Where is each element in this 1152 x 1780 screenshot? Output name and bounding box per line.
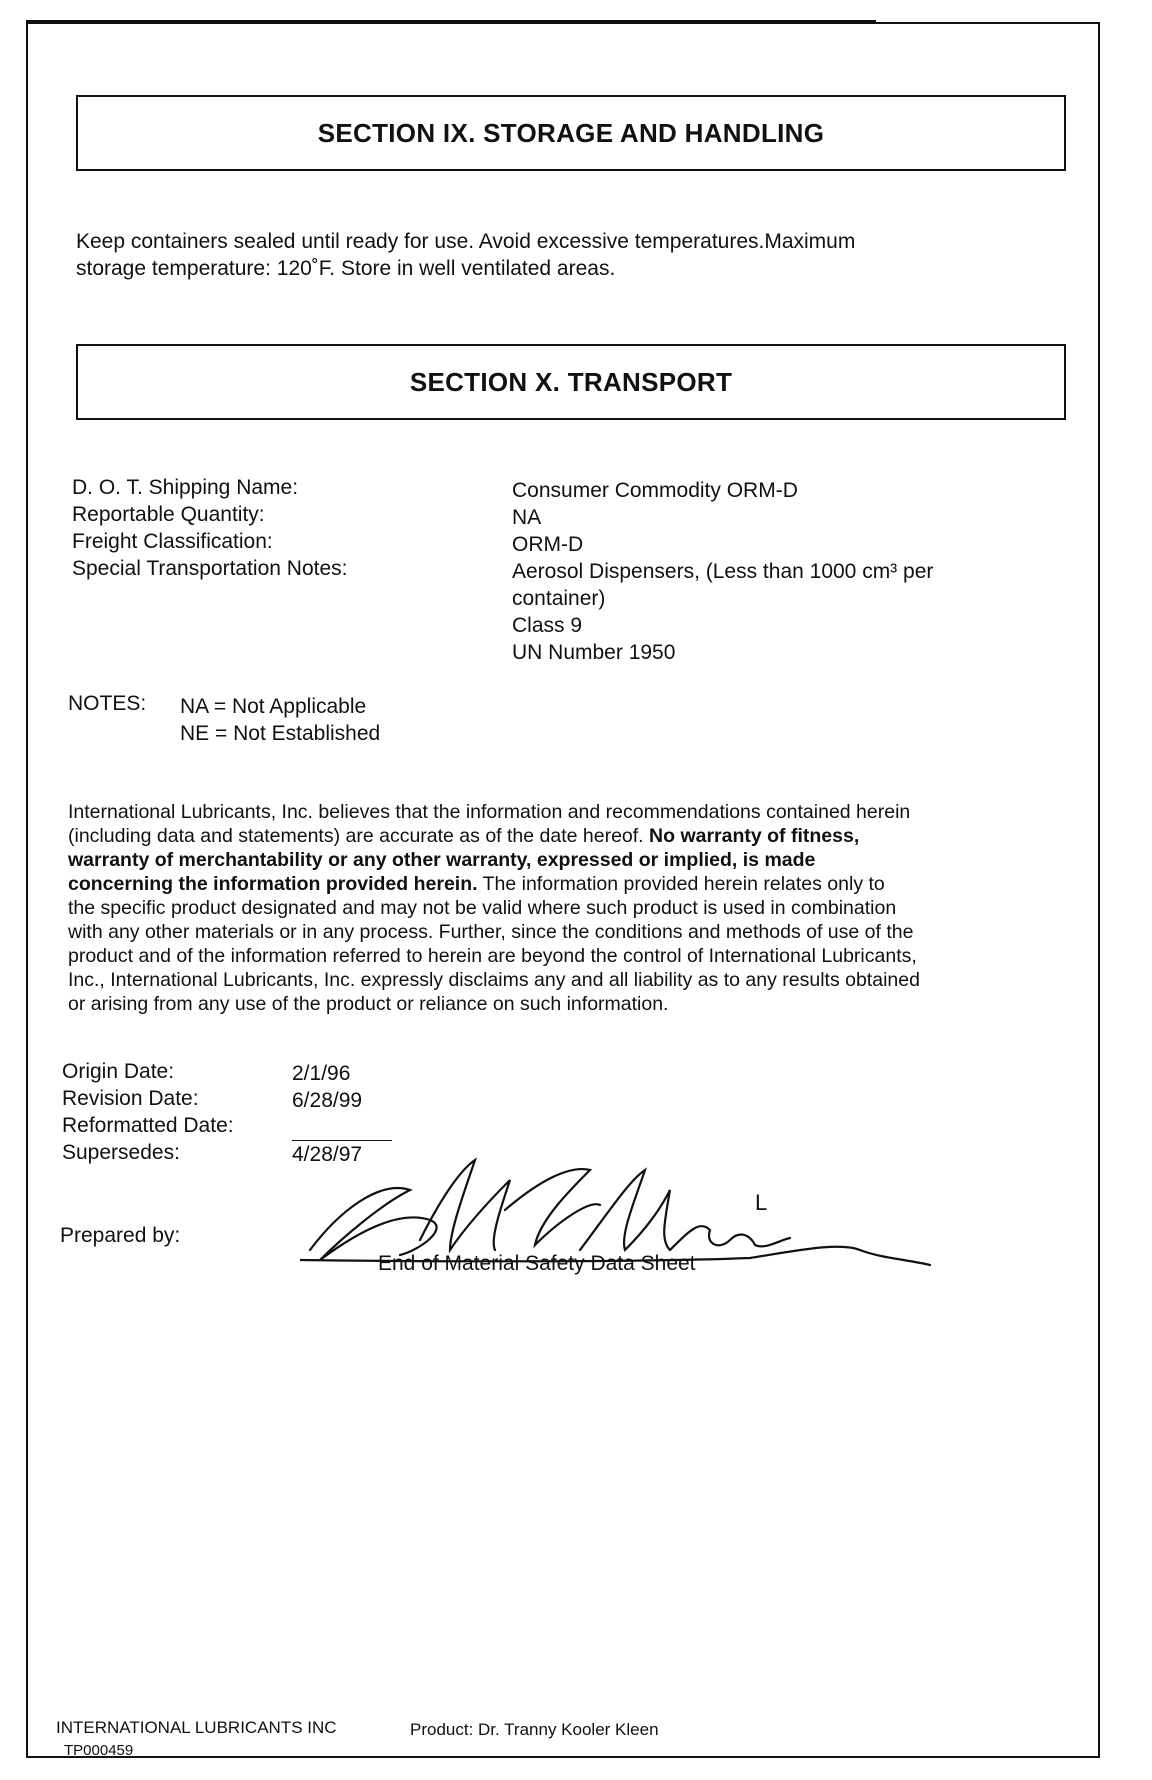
- disclaimer-line-2b: No warranty of fitness,: [643, 825, 860, 847]
- label-special-transport-notes: Special Transportation Notes:: [72, 557, 348, 580]
- value-shipping-name: Consumer Commodity ORM-D: [512, 479, 798, 502]
- section-x-header: [76, 344, 1066, 420]
- notes-list: [180, 693, 380, 747]
- value-un-number: UN Number 1950: [512, 641, 676, 664]
- value-transport-notes-line-2: container): [512, 587, 606, 610]
- label-revision-date: Revision Date:: [62, 1087, 199, 1110]
- disclaimer-line-2: [68, 824, 1078, 848]
- disclaimer-line-3-bold: warranty of merchantability or any other warranty, expressed or implied, is made: [68, 849, 816, 871]
- section-x-title: SECTION X. TRANSPORT: [409, 366, 733, 397]
- storage-line-1: Keep containers sealed until ready for use. Avoid excessive temperatures.Maximum: [76, 230, 856, 253]
- value-freight-classification: ORM-D: [512, 533, 584, 556]
- disclaimer-line-7: product and of the information referred to herein are beyond the control of International Lubricants,: [68, 945, 917, 967]
- disclaimer-line-4b: The information provided herein relates only to: [477, 873, 885, 895]
- disclaimer-line-2a: (including data and statements) are accurate as of the date hereof.: [68, 825, 644, 847]
- note-na: NA = Not Applicable: [180, 695, 367, 718]
- transport-values: [512, 477, 933, 666]
- transport-labels: [72, 474, 347, 582]
- value-supersedes: 4/28/97: [292, 1143, 363, 1166]
- footer-company: INTERNATIONAL LUBRICANTS INC: [56, 1718, 337, 1737]
- value-reportable-quantity: NA: [512, 506, 542, 529]
- label-reportable-quantity: Reportable Quantity:: [72, 503, 265, 526]
- label-supersedes: Supersedes:: [62, 1141, 180, 1164]
- disclaimer-line-3: [68, 848, 1078, 872]
- reformatted-date-blank-line: [292, 1140, 392, 1141]
- value-transport-notes-line-1: Aerosol Dispensers, (Less than 1000 cm³ per: [512, 560, 934, 583]
- label-origin-date: Origin Date:: [62, 1060, 175, 1083]
- disclaimer-line-4: [68, 872, 1078, 896]
- label-dot-shipping-name: D. O. T. Shipping Name:: [72, 476, 299, 499]
- value-origin-date: 2/1/96: [292, 1062, 351, 1085]
- disclaimer-line-1: International Lubricants, Inc. believes that the information and recommendations contained herein: [68, 801, 911, 823]
- end-of-msds: End of Material Safety Data Sheet: [378, 1252, 696, 1275]
- section-ix-title: SECTION IX. STORAGE AND HANDLING: [317, 117, 825, 148]
- label-freight-classification: Freight Classification:: [72, 530, 273, 553]
- note-ne: NE = Not Established: [180, 722, 381, 745]
- disclaimer-line-9: or arising from any use of the product or reliance on such information.: [68, 993, 669, 1015]
- disclaimer: [68, 800, 1078, 1016]
- value-class: Class 9: [512, 614, 583, 637]
- footer-doc-id: TP000459: [64, 1742, 134, 1759]
- label-reformatted-date: Reformatted Date:: [62, 1114, 234, 1137]
- storage-line-2: storage temperature: 120˚F. Store in well ventilated areas.: [76, 257, 616, 280]
- prepared-by-label: Prepared by:: [60, 1224, 181, 1247]
- value-reformatted-date: [292, 1114, 362, 1141]
- disclaimer-line-4a: concerning the information provided herein.: [68, 873, 478, 895]
- disclaimer-line-6: with any other materials or in any process. Further, since the conditions and methods of use of the: [68, 921, 914, 943]
- storage-text: [76, 228, 855, 282]
- signature-mark: L: [755, 1190, 768, 1215]
- disclaimer-line-5: the specific product designated and may not be valid where such product is used in combination: [68, 897, 897, 919]
- notes-label: [68, 690, 146, 717]
- disclaimer-line-8: Inc., International Lubricants, Inc. expressly disclaims any and all liability as to any results obtained: [68, 969, 920, 991]
- value-revision-date: 6/28/99: [292, 1089, 363, 1112]
- footer-product: Product: Dr. Tranny Kooler Kleen: [410, 1720, 659, 1739]
- date-labels: [62, 1058, 234, 1166]
- notes-label-text: NOTES:: [68, 692, 147, 715]
- section-ix-header: [76, 95, 1066, 171]
